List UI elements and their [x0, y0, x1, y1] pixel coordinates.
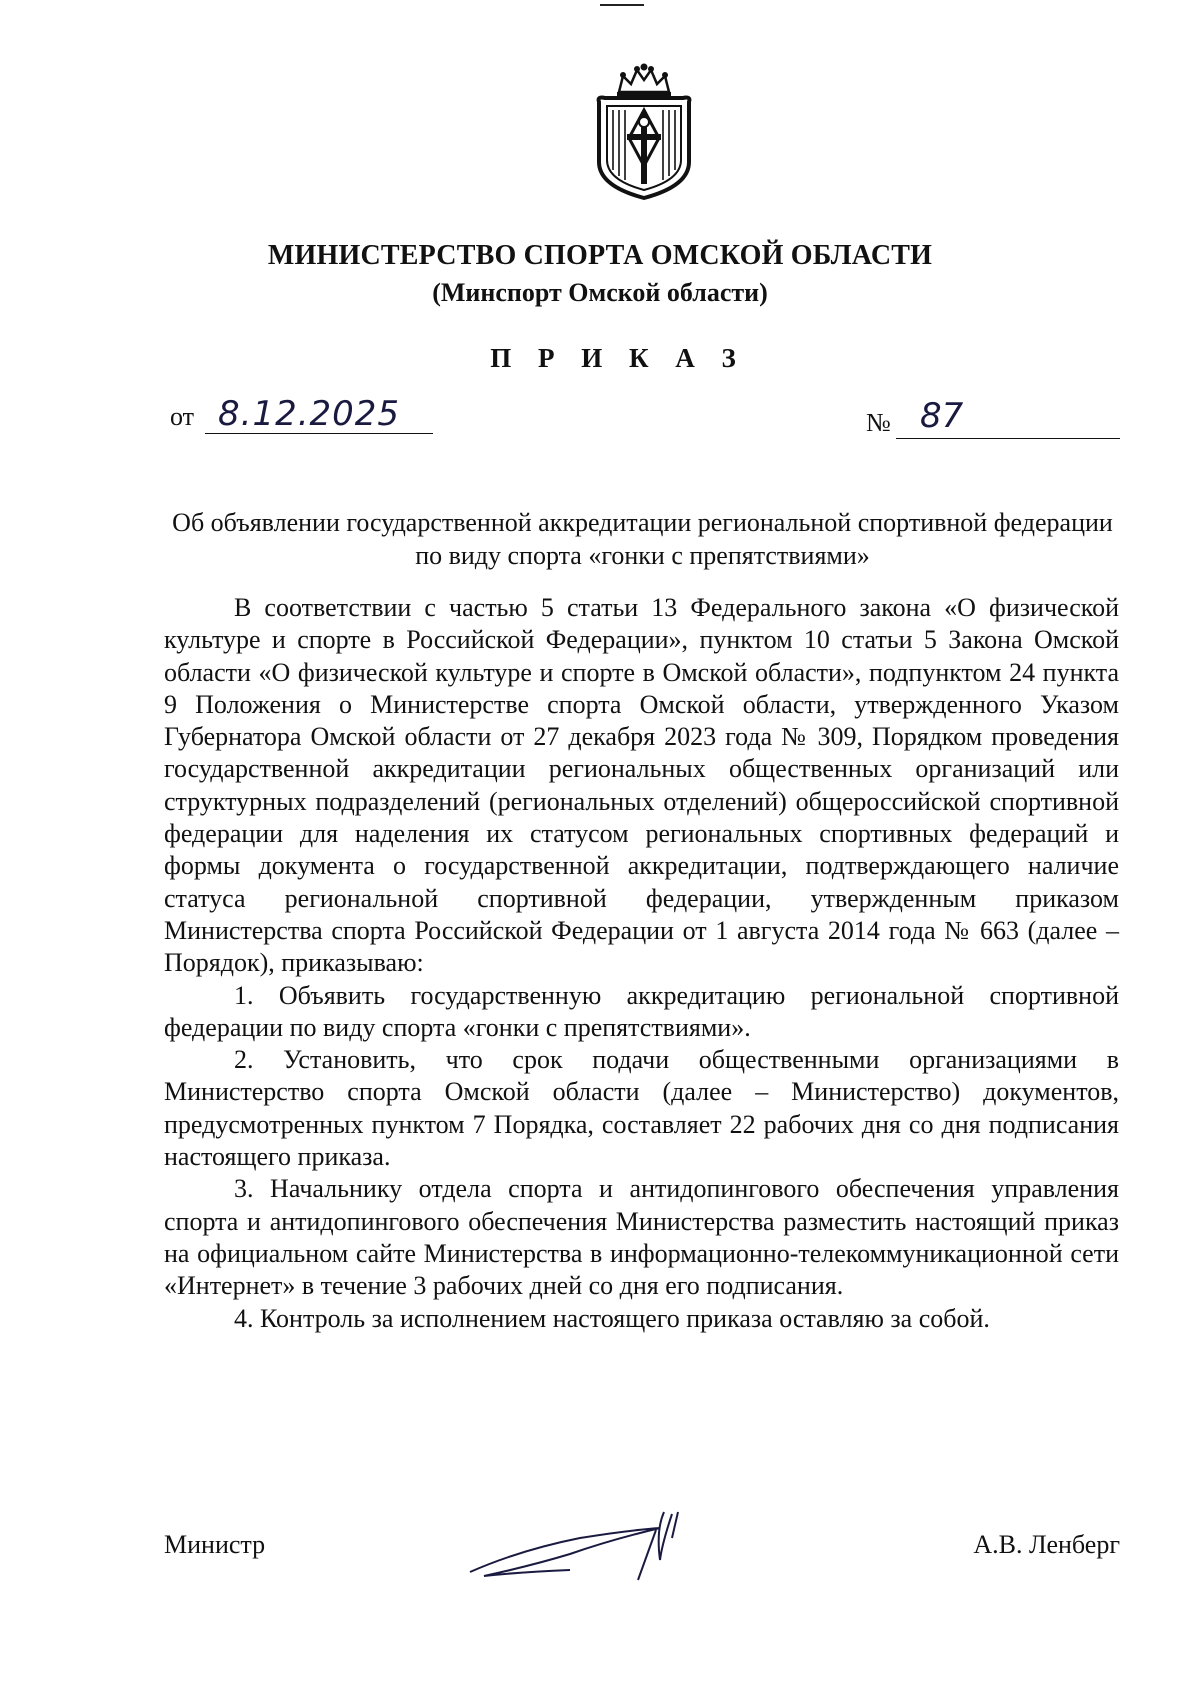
scan-mark [600, 4, 644, 6]
body-paragraph-preamble: В соответствии с частью 5 статьи 13 Федерального закона «О физической культуре и спорте в Российской Федерации», пунктом 10 статьи 5 Закона Омской области «О физической культуре и спорте в Омской области», подпунктом 24 пункта 9 Положения о Министерстве спорта Омской области, утвержденного Указом Губернатора Омской области от 27 декабря 2023 года № 309, Порядком проведения государственной аккредитации региональных общественных организаций или структурных подразделений (региональных отделений) общероссийской спортивной федерации для наделения их статусом региональных спортивных федераций и формы документа о государственной аккредитации, подтверждающего наличие статуса региональной спортивной федерации, утвержденным приказом Министерства спорта Российской Федерации от 1 августа 2014 года № 663 (далее – Порядок), приказываю: [164, 593, 1119, 978]
number-label: № [866, 408, 891, 437]
signer-name: А.В. Ленберг [973, 1530, 1120, 1559]
number-underline [896, 438, 1120, 439]
body-paragraph-3: 3. Начальнику отдела спорта и антидопингового обеспечения управления спорта и антидопингового обеспечения Министерства разместить настоящий приказ на официальном сайте Министерства в информационно-телекоммуникационной сети «Интернет» в течение 3 рабочих дней со дня его подписания. [164, 1174, 1119, 1301]
organization-short-name: (Минспорт Омской области) [432, 278, 768, 307]
document-body [164, 592, 1119, 1335]
date-value: 8.12.2025 [218, 394, 401, 434]
document-type-title: П Р И К А З [490, 343, 746, 373]
number-value: 87 [920, 396, 964, 436]
body-paragraph-1: 1. Объявить государственную аккредитацию региональной спортивной федерации по виду спорта «гонки с препятствиями». [164, 980, 1119, 1042]
body-paragraph-2: 2. Установить, что срок подачи общественными организациями в Министерство спорта Омской области (далее – Министерство) документов, предусмотренных пунктом 7 Порядка, составляет 22 рабочих дня со дня подписания настоящего приказа. [164, 1045, 1119, 1172]
body-paragraph-4: 4. Контроль за исполнением настоящего приказа оставляю за собой. [234, 1303, 990, 1333]
signature-icon [460, 1500, 720, 1590]
organization-name: МИНИСТЕРСТВО СПОРТА ОМСКОЙ ОБЛАСТИ [267, 240, 933, 271]
coat-of-arms-icon [589, 62, 699, 202]
date-label: от [170, 402, 195, 431]
signer-title: Министр [164, 1530, 266, 1559]
document-subject: Об объявлении государственной аккредитации региональной спортивной федерации по виду спорта «гонки с препятствиями» [172, 508, 1113, 570]
